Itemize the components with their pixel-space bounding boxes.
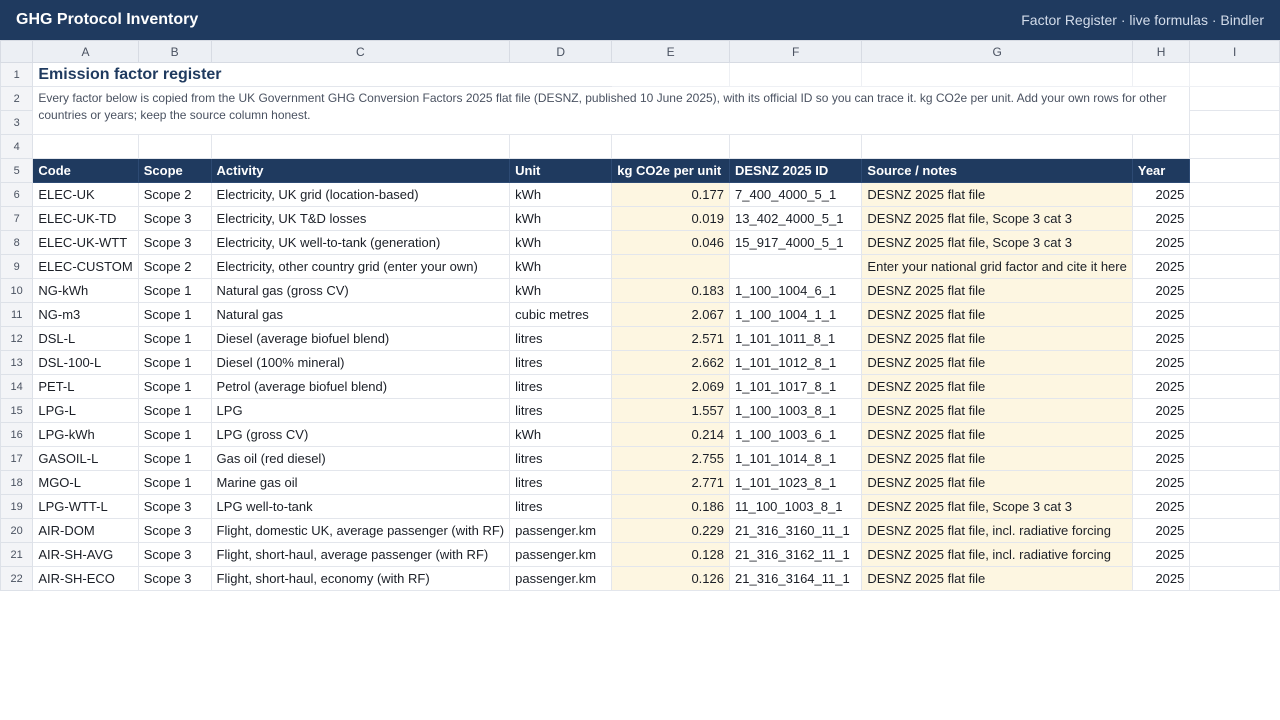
- source-notes-cell[interactable]: DESNZ 2025 flat file: [862, 447, 1132, 471]
- code-cell[interactable]: ELEC-CUSTOM: [33, 255, 138, 279]
- desnz-id-cell[interactable]: 11_100_1003_8_1: [730, 495, 862, 519]
- scope-cell[interactable]: Scope 3: [138, 231, 211, 255]
- source-notes-cell[interactable]: DESNZ 2025 flat file, incl. radiative forcing: [862, 519, 1132, 543]
- cell[interactable]: [1190, 87, 1280, 111]
- scope-cell[interactable]: Scope 1: [138, 327, 211, 351]
- code-cell[interactable]: DSL-L: [33, 327, 138, 351]
- scope-cell[interactable]: Scope 3: [138, 495, 211, 519]
- scope-cell[interactable]: Scope 1: [138, 399, 211, 423]
- cell[interactable]: [33, 135, 138, 159]
- cell[interactable]: [211, 135, 510, 159]
- source-notes-cell[interactable]: DESNZ 2025 flat file: [862, 303, 1132, 327]
- desnz-id-cell[interactable]: 1_101_1014_8_1: [730, 447, 862, 471]
- desnz-id-cell[interactable]: 13_402_4000_5_1: [730, 207, 862, 231]
- scope-cell[interactable]: Scope 1: [138, 351, 211, 375]
- cell[interactable]: [1190, 255, 1280, 279]
- factor-value-cell[interactable]: 2.069: [612, 375, 730, 399]
- code-cell[interactable]: LPG-L: [33, 399, 138, 423]
- activity-cell[interactable]: Electricity, other country grid (enter your own): [211, 255, 510, 279]
- code-cell[interactable]: AIR-SH-AVG: [33, 543, 138, 567]
- source-notes-cell[interactable]: DESNZ 2025 flat file: [862, 423, 1132, 447]
- cell[interactable]: [1190, 567, 1280, 591]
- row-number[interactable]: 2: [1, 87, 33, 111]
- column-header-b[interactable]: B: [138, 41, 211, 63]
- column-header-d[interactable]: D: [510, 41, 612, 63]
- cell[interactable]: [730, 63, 862, 87]
- table-row: [1, 519, 1280, 543]
- scope-cell[interactable]: Scope 1: [138, 375, 211, 399]
- table-row: [1, 375, 1280, 399]
- cell[interactable]: [1190, 423, 1280, 447]
- cell[interactable]: [1190, 63, 1280, 87]
- row-number[interactable]: 22: [1, 567, 33, 591]
- desnz-id-cell[interactable]: 21_316_3162_11_1: [730, 543, 862, 567]
- table-row: [1, 231, 1280, 255]
- source-notes-cell[interactable]: DESNZ 2025 flat file: [862, 375, 1132, 399]
- activity-cell[interactable]: Flight, domestic UK, average passenger (with RF): [211, 519, 510, 543]
- unit-cell[interactable]: litres: [510, 495, 612, 519]
- scope-cell[interactable]: Scope 2: [138, 183, 211, 207]
- scope-cell[interactable]: Scope 1: [138, 303, 211, 327]
- factor-value-cell[interactable]: 2.662: [612, 351, 730, 375]
- code-cell[interactable]: NG-kWh: [33, 279, 138, 303]
- scope-cell[interactable]: Scope 3: [138, 207, 211, 231]
- code-cell[interactable]: AIR-DOM: [33, 519, 138, 543]
- unit-cell[interactable]: litres: [510, 351, 612, 375]
- desnz-id-cell[interactable]: 1_100_1003_6_1: [730, 423, 862, 447]
- unit-cell[interactable]: litres: [510, 399, 612, 423]
- activity-cell[interactable]: Flight, short-haul, economy (with RF): [211, 567, 510, 591]
- cell[interactable]: [1190, 543, 1280, 567]
- year-cell[interactable]: 2025: [1132, 303, 1190, 327]
- row-number[interactable]: 19: [1, 495, 33, 519]
- desnz-id-cell[interactable]: 1_100_1003_8_1: [730, 399, 862, 423]
- year-cell[interactable]: 2025: [1132, 447, 1190, 471]
- factor-value-cell[interactable]: 2.771: [612, 471, 730, 495]
- year-cell[interactable]: 2025: [1132, 351, 1190, 375]
- year-cell[interactable]: 2025: [1132, 327, 1190, 351]
- cell[interactable]: [1190, 135, 1280, 159]
- cell[interactable]: [862, 135, 1132, 159]
- table-header-row: [1, 159, 1280, 183]
- desnz-id-cell[interactable]: [730, 255, 862, 279]
- table-row: [1, 567, 1280, 591]
- row-number[interactable]: 7: [1, 207, 33, 231]
- desnz-id-cell[interactable]: 1_101_1012_8_1: [730, 351, 862, 375]
- cell[interactable]: [1190, 327, 1280, 351]
- column-header-i[interactable]: I: [1190, 41, 1280, 63]
- row-number[interactable]: 12: [1, 327, 33, 351]
- row-number[interactable]: 1: [1, 63, 33, 87]
- scope-cell[interactable]: Scope 3: [138, 519, 211, 543]
- row-number[interactable]: 21: [1, 543, 33, 567]
- row-number[interactable]: 16: [1, 423, 33, 447]
- cell[interactable]: [612, 135, 730, 159]
- code-cell[interactable]: MGO-L: [33, 471, 138, 495]
- app-title: GHG Protocol Inventory: [16, 11, 199, 28]
- row-number[interactable]: 5: [1, 159, 33, 183]
- source-notes-cell[interactable]: DESNZ 2025 flat file, Scope 3 cat 3: [862, 495, 1132, 519]
- sheet-description[interactable]: Every factor below is copied from the UK Government GHG Conversion Factors 2025 flat file (DESNZ, published 10 June 2025), with its official ID so you can trace it. kg CO2e per unit. Add your own rows for other countries or years; keep the source column honest.: [33, 87, 1190, 135]
- row-number[interactable]: 6: [1, 183, 33, 207]
- code-cell[interactable]: ELEC-UK-TD: [33, 207, 138, 231]
- factor-value-cell[interactable]: 0.183: [612, 279, 730, 303]
- source-notes-cell[interactable]: DESNZ 2025 flat file: [862, 327, 1132, 351]
- cell[interactable]: [1190, 111, 1280, 135]
- table-row: [1, 495, 1280, 519]
- table-row: [1, 303, 1280, 327]
- cell[interactable]: [1190, 183, 1280, 207]
- table-row: [1, 351, 1280, 375]
- desnz-id-cell[interactable]: 1_101_1023_8_1: [730, 471, 862, 495]
- desnz-id-cell[interactable]: 1_100_1004_1_1: [730, 303, 862, 327]
- year-cell[interactable]: 2025: [1132, 495, 1190, 519]
- cell[interactable]: [1190, 207, 1280, 231]
- table-header-cell[interactable]: DESNZ 2025 ID: [730, 159, 862, 183]
- activity-cell[interactable]: LPG well-to-tank: [211, 495, 510, 519]
- activity-cell[interactable]: Diesel (100% mineral): [211, 351, 510, 375]
- cell[interactable]: [1190, 447, 1280, 471]
- desnz-id-cell[interactable]: 7_400_4000_5_1: [730, 183, 862, 207]
- code-cell[interactable]: AIR-SH-ECO: [33, 567, 138, 591]
- desnz-id-cell[interactable]: 21_316_3164_11_1: [730, 567, 862, 591]
- factor-value-cell[interactable]: 0.126: [612, 567, 730, 591]
- desnz-id-cell[interactable]: 1_101_1011_8_1: [730, 327, 862, 351]
- source-notes-cell[interactable]: DESNZ 2025 flat file, Scope 3 cat 3: [862, 231, 1132, 255]
- unit-cell[interactable]: kWh: [510, 423, 612, 447]
- cell[interactable]: [1190, 471, 1280, 495]
- year-cell[interactable]: 2025: [1132, 543, 1190, 567]
- desnz-id-cell[interactable]: 1_101_1017_8_1: [730, 375, 862, 399]
- code-cell[interactable]: NG-m3: [33, 303, 138, 327]
- factor-value-cell[interactable]: 2.067: [612, 303, 730, 327]
- scope-cell[interactable]: Scope 1: [138, 447, 211, 471]
- factor-value-cell[interactable]: 0.229: [612, 519, 730, 543]
- table-row: [1, 471, 1280, 495]
- table-header-cell[interactable]: Code: [33, 159, 138, 183]
- column-header-c[interactable]: C: [211, 41, 510, 63]
- factor-value-cell[interactable]: [612, 255, 730, 279]
- activity-cell[interactable]: Natural gas (gross CV): [211, 279, 510, 303]
- activity-cell[interactable]: LPG (gross CV): [211, 423, 510, 447]
- cell[interactable]: [510, 135, 612, 159]
- table-header-cell[interactable]: kg CO2e per unit: [612, 159, 730, 183]
- factor-value-cell[interactable]: 1.557: [612, 399, 730, 423]
- scope-cell[interactable]: Scope 2: [138, 255, 211, 279]
- activity-cell[interactable]: LPG: [211, 399, 510, 423]
- unit-cell[interactable]: passenger.km: [510, 519, 612, 543]
- code-cell[interactable]: ELEC-UK-WTT: [33, 231, 138, 255]
- code-cell[interactable]: GASOIL-L: [33, 447, 138, 471]
- table-row: [1, 183, 1280, 207]
- table-row: [1, 327, 1280, 351]
- spreadsheet-grid: [0, 40, 1280, 591]
- sheet-row-4: [1, 135, 1280, 159]
- unit-cell[interactable]: kWh: [510, 183, 612, 207]
- cell[interactable]: [1190, 303, 1280, 327]
- column-header-g[interactable]: G: [862, 41, 1132, 63]
- source-notes-cell[interactable]: DESNZ 2025 flat file, incl. radiative forcing: [862, 543, 1132, 567]
- code-cell[interactable]: ELEC-UK: [33, 183, 138, 207]
- cell[interactable]: [1190, 375, 1280, 399]
- row-number[interactable]: 18: [1, 471, 33, 495]
- year-cell[interactable]: 2025: [1132, 207, 1190, 231]
- cell[interactable]: [1190, 351, 1280, 375]
- app-header: [0, 0, 1280, 40]
- row-number[interactable]: 20: [1, 519, 33, 543]
- table-row: [1, 543, 1280, 567]
- source-notes-cell[interactable]: DESNZ 2025 flat file: [862, 567, 1132, 591]
- row-number[interactable]: 8: [1, 231, 33, 255]
- table-header-cell[interactable]: Activity: [211, 159, 510, 183]
- year-cell[interactable]: 2025: [1132, 471, 1190, 495]
- factor-value-cell[interactable]: 0.019: [612, 207, 730, 231]
- table-header-cell[interactable]: Unit: [510, 159, 612, 183]
- column-header-a[interactable]: A: [33, 41, 138, 63]
- table-row: [1, 207, 1280, 231]
- code-cell[interactable]: DSL-100-L: [33, 351, 138, 375]
- scope-cell[interactable]: Scope 3: [138, 543, 211, 567]
- unit-cell[interactable]: litres: [510, 375, 612, 399]
- activity-cell[interactable]: Electricity, UK grid (location-based): [211, 183, 510, 207]
- activity-cell[interactable]: Natural gas: [211, 303, 510, 327]
- column-header-e[interactable]: E: [612, 41, 730, 63]
- row-number[interactable]: 10: [1, 279, 33, 303]
- activity-cell[interactable]: Gas oil (red diesel): [211, 447, 510, 471]
- unit-cell[interactable]: cubic metres: [510, 303, 612, 327]
- source-notes-cell[interactable]: DESNZ 2025 flat file, Scope 3 cat 3: [862, 207, 1132, 231]
- sheet-title[interactable]: Emission factor register: [33, 63, 612, 87]
- header-meta-text: Factor Register · live formulas · Bindler: [1021, 12, 1264, 28]
- table-header-cell[interactable]: Source / notes: [862, 159, 1132, 183]
- factor-value-cell[interactable]: 0.186: [612, 495, 730, 519]
- select-all-corner[interactable]: [1, 41, 33, 63]
- unit-cell[interactable]: litres: [510, 447, 612, 471]
- factor-value-cell[interactable]: 2.571: [612, 327, 730, 351]
- column-header-h[interactable]: H: [1132, 41, 1190, 63]
- column-header-f[interactable]: F: [730, 41, 862, 63]
- cell[interactable]: [1190, 495, 1280, 519]
- year-cell[interactable]: 2025: [1132, 231, 1190, 255]
- code-cell[interactable]: LPG-WTT-L: [33, 495, 138, 519]
- year-cell[interactable]: 2025: [1132, 567, 1190, 591]
- table-header-cell[interactable]: Year: [1132, 159, 1190, 183]
- desnz-id-cell[interactable]: 15_917_4000_5_1: [730, 231, 862, 255]
- cell[interactable]: [1190, 279, 1280, 303]
- desnz-id-cell[interactable]: 1_100_1004_6_1: [730, 279, 862, 303]
- row-number[interactable]: 17: [1, 447, 33, 471]
- cell[interactable]: [862, 63, 1132, 87]
- factor-value-cell[interactable]: 0.214: [612, 423, 730, 447]
- unit-cell[interactable]: kWh: [510, 279, 612, 303]
- factor-value-cell[interactable]: 0.046: [612, 231, 730, 255]
- activity-cell[interactable]: Electricity, UK well-to-tank (generation): [211, 231, 510, 255]
- source-notes-cell[interactable]: DESNZ 2025 flat file: [862, 183, 1132, 207]
- source-notes-cell[interactable]: DESNZ 2025 flat file: [862, 279, 1132, 303]
- code-cell[interactable]: LPG-kWh: [33, 423, 138, 447]
- year-cell[interactable]: 2025: [1132, 183, 1190, 207]
- sheet-row-2: [1, 87, 1280, 111]
- source-notes-cell[interactable]: DESNZ 2025 flat file: [862, 471, 1132, 495]
- activity-cell[interactable]: Diesel (average biofuel blend): [211, 327, 510, 351]
- row-number[interactable]: 15: [1, 399, 33, 423]
- activity-cell[interactable]: Electricity, UK T&D losses: [211, 207, 510, 231]
- row-number[interactable]: 4: [1, 135, 33, 159]
- sheet-row-1: [1, 63, 1280, 87]
- cell[interactable]: [1190, 519, 1280, 543]
- column-header-row: [1, 41, 1280, 63]
- factor-value-cell[interactable]: 0.177: [612, 183, 730, 207]
- source-notes-cell[interactable]: DESNZ 2025 flat file: [862, 351, 1132, 375]
- row-number[interactable]: 14: [1, 375, 33, 399]
- activity-cell[interactable]: Marine gas oil: [211, 471, 510, 495]
- unit-cell[interactable]: passenger.km: [510, 543, 612, 567]
- year-cell[interactable]: 2025: [1132, 255, 1190, 279]
- table-row: [1, 255, 1280, 279]
- unit-cell[interactable]: kWh: [510, 231, 612, 255]
- row-number[interactable]: 11: [1, 303, 33, 327]
- cell[interactable]: [1190, 159, 1280, 183]
- source-notes-cell[interactable]: DESNZ 2025 flat file: [862, 399, 1132, 423]
- source-notes-cell[interactable]: Enter your national grid factor and cite it here: [862, 255, 1132, 279]
- unit-cell[interactable]: litres: [510, 471, 612, 495]
- factor-value-cell[interactable]: 2.755: [612, 447, 730, 471]
- year-cell[interactable]: 2025: [1132, 399, 1190, 423]
- year-cell[interactable]: 2025: [1132, 423, 1190, 447]
- scope-cell[interactable]: Scope 1: [138, 423, 211, 447]
- table-header-cell[interactable]: Scope: [138, 159, 211, 183]
- factor-value-cell[interactable]: 0.128: [612, 543, 730, 567]
- table-row: [1, 423, 1280, 447]
- cell[interactable]: [612, 63, 730, 87]
- unit-cell[interactable]: litres: [510, 327, 612, 351]
- table-row: [1, 279, 1280, 303]
- unit-cell[interactable]: passenger.km: [510, 567, 612, 591]
- year-cell[interactable]: 2025: [1132, 375, 1190, 399]
- desnz-id-cell[interactable]: 21_316_3160_11_1: [730, 519, 862, 543]
- scope-cell[interactable]: Scope 1: [138, 279, 211, 303]
- cell[interactable]: [138, 135, 211, 159]
- unit-cell[interactable]: kWh: [510, 207, 612, 231]
- scope-cell[interactable]: Scope 1: [138, 471, 211, 495]
- unit-cell[interactable]: kWh: [510, 255, 612, 279]
- cell[interactable]: [730, 135, 862, 159]
- cell[interactable]: [1132, 135, 1190, 159]
- activity-cell[interactable]: Petrol (average biofuel blend): [211, 375, 510, 399]
- row-number[interactable]: 3: [1, 111, 33, 135]
- cell[interactable]: [1132, 63, 1190, 87]
- table-row: [1, 399, 1280, 423]
- year-cell[interactable]: 2025: [1132, 279, 1190, 303]
- row-number[interactable]: 9: [1, 255, 33, 279]
- row-number[interactable]: 13: [1, 351, 33, 375]
- year-cell[interactable]: 2025: [1132, 519, 1190, 543]
- activity-cell[interactable]: Flight, short-haul, average passenger (with RF): [211, 543, 510, 567]
- code-cell[interactable]: PET-L: [33, 375, 138, 399]
- cell[interactable]: [1190, 399, 1280, 423]
- scope-cell[interactable]: Scope 3: [138, 567, 211, 591]
- cell[interactable]: [1190, 231, 1280, 255]
- table-row: [1, 447, 1280, 471]
